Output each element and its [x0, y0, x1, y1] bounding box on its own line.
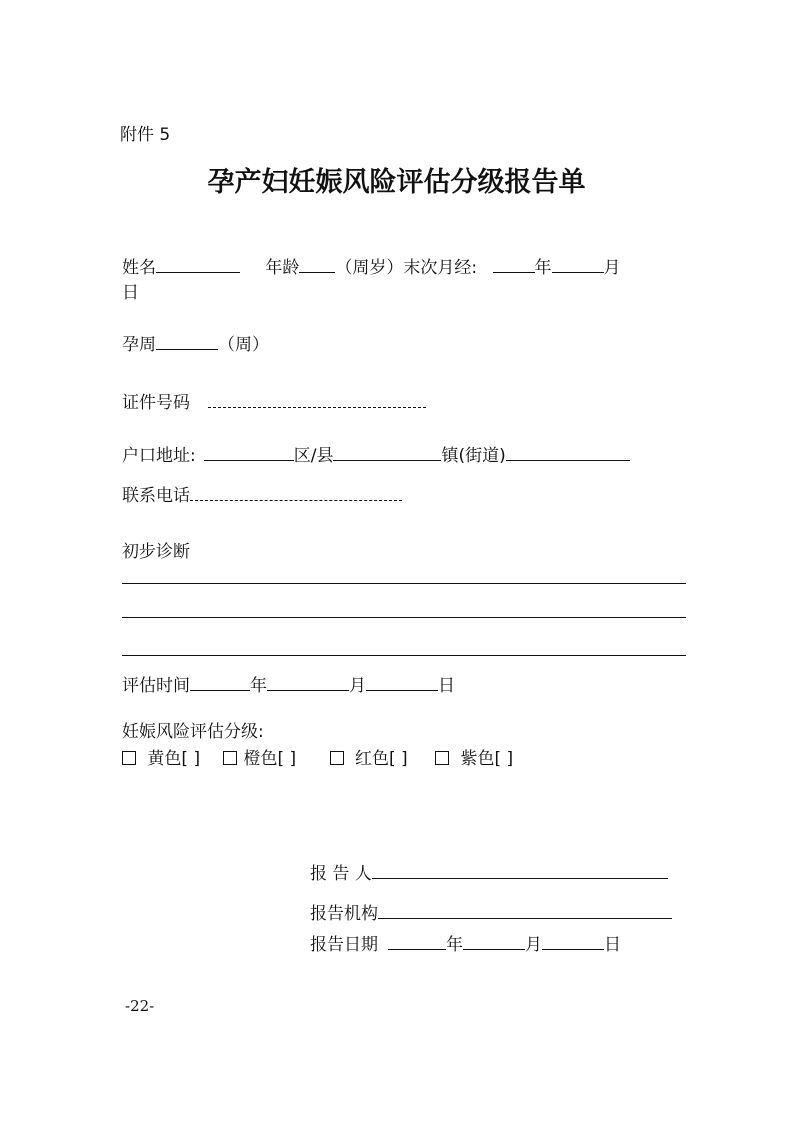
address-label: 户口地址:	[122, 446, 196, 466]
diagnosis-label: 初步诊断	[122, 542, 190, 562]
row-address	[122, 444, 630, 466]
gw-field[interactable]	[156, 333, 218, 350]
name-label: 姓名	[122, 258, 156, 278]
row-id	[122, 393, 426, 413]
checkbox-icon[interactable]	[435, 751, 449, 765]
town-label: 镇(街道)	[441, 446, 506, 466]
month-label: 月	[349, 676, 366, 696]
name-field[interactable]	[156, 256, 240, 273]
diagnosis-line-1[interactable]	[122, 583, 686, 584]
address-field-1[interactable]	[204, 444, 294, 461]
diagnosis-line-3[interactable]	[122, 655, 686, 656]
checkbox-icon[interactable]	[122, 751, 136, 765]
town-field[interactable]	[506, 444, 630, 461]
grade-options	[122, 749, 513, 769]
row-report-date	[310, 933, 621, 955]
grade-red-label: 红色[ ]	[354, 749, 408, 769]
month-label: 月	[525, 935, 542, 955]
grade-purple[interactable]	[435, 749, 513, 769]
grade-orange-label: 橙色[ ]	[243, 749, 297, 769]
grade-label: 妊娠风险评估分级:	[122, 722, 264, 742]
row-eval-time	[122, 674, 455, 696]
row-org	[310, 902, 672, 924]
attachment-label: 附件 5	[120, 125, 171, 145]
grade-yellow[interactable]	[122, 749, 200, 769]
phone-label: 联系电话	[122, 486, 190, 506]
day-label: 日	[438, 676, 455, 696]
row-gestational-week	[122, 333, 269, 355]
page-number: -22-	[125, 997, 155, 1015]
year-label: 年	[250, 676, 267, 696]
eval-day-field[interactable]	[366, 674, 438, 691]
report-month-field[interactable]	[463, 933, 525, 950]
report-year-field[interactable]	[388, 933, 446, 950]
id-label: 证件号码	[122, 393, 190, 413]
org-label: 报告机构	[310, 904, 378, 924]
gw-label: 孕周	[122, 335, 156, 355]
day-label: 日	[122, 283, 139, 303]
grade-red[interactable]	[330, 749, 408, 769]
grade-orange[interactable]	[223, 749, 296, 769]
age-unit: （周岁）	[335, 258, 404, 278]
row-phone	[122, 486, 402, 506]
lmp-year-field[interactable]	[493, 256, 535, 273]
eval-time-label: 评估时间	[122, 676, 190, 696]
diagnosis-line-2[interactable]	[122, 617, 686, 618]
year-label: 年	[534, 258, 552, 278]
org-field[interactable]	[378, 902, 672, 919]
row-basic-info	[122, 256, 621, 278]
grade-yellow-label: 黄色[ ]	[147, 749, 201, 769]
district-label: 区/县	[293, 446, 334, 466]
report-day-field[interactable]	[542, 933, 604, 950]
grade-purple-label: 紫色[ ]	[460, 749, 514, 769]
eval-month-field[interactable]	[267, 674, 349, 691]
age-field[interactable]	[299, 256, 335, 273]
district-field[interactable]	[333, 444, 441, 461]
page-title: 孕产妇妊娠风险评估分级报告单	[207, 167, 586, 198]
age-label: 年龄	[265, 258, 300, 278]
month-label: 月	[603, 258, 621, 278]
eval-year-field[interactable]	[190, 674, 250, 691]
gw-unit: （周）	[218, 335, 269, 355]
reporter-field[interactable]	[372, 862, 668, 879]
year-label: 年	[446, 935, 463, 955]
row-reporter	[310, 862, 668, 884]
lmp-month-field[interactable]	[552, 256, 604, 273]
checkbox-icon[interactable]	[330, 751, 344, 765]
day-label: 日	[604, 935, 621, 955]
checkbox-icon[interactable]	[223, 751, 237, 765]
report-date-label: 报告日期	[310, 935, 378, 955]
id-field[interactable]	[208, 393, 426, 408]
phone-field[interactable]	[190, 486, 402, 501]
lmp-label: 末次月经:	[403, 258, 478, 278]
reporter-label: 报 告 人	[310, 864, 372, 884]
